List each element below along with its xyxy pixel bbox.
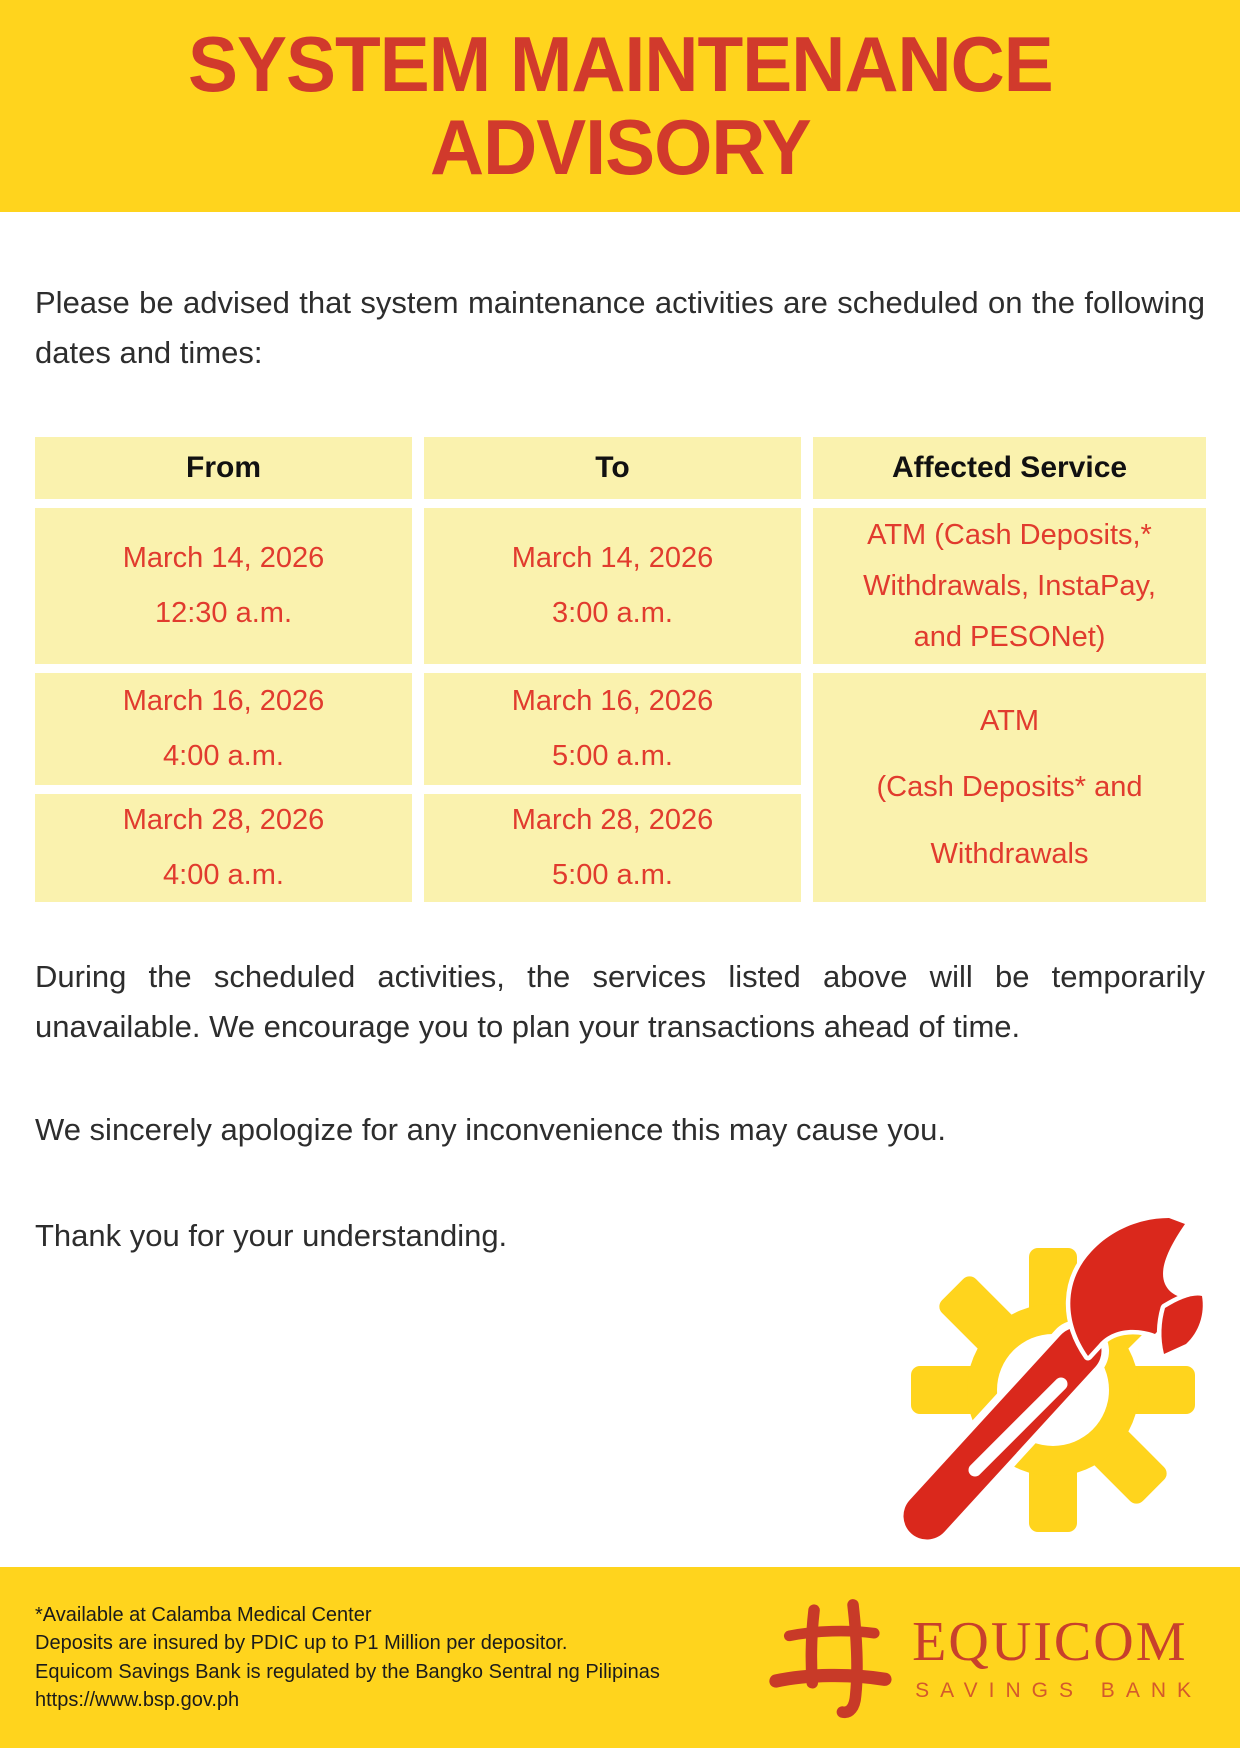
table-cell-from-row2	[35, 673, 412, 785]
table-cell-to-row2	[424, 673, 801, 785]
footer-note-bsp-url: https://www.bsp.gov.ph	[35, 1688, 240, 1711]
service-line: Withdrawals	[930, 838, 1089, 871]
table-cell-service-merged	[813, 673, 1206, 902]
table-cell-service-row1	[813, 508, 1206, 664]
to-time: 5:00 a.m.	[552, 740, 673, 773]
maintenance-schedule-table	[35, 437, 1206, 902]
from-date: March 28, 2026	[122, 804, 325, 837]
brand-name: EQUICOM	[912, 1611, 1188, 1673]
body-paragraph-3: Thank you for your understanding.	[35, 1217, 508, 1253]
service-line: ATM	[979, 704, 1040, 737]
footer-note-bsp: Equicom Savings Bank is regulated by the Bangko Sentral ng Pilipinas	[35, 1660, 660, 1683]
gear-wrench-icon	[895, 1208, 1225, 1540]
service-line: ATM (Cash Deposits,*	[867, 519, 1152, 552]
to-date: March 14, 2026	[511, 542, 714, 575]
equicom-logo	[768, 1592, 1202, 1724]
content	[0, 212, 1240, 1261]
footer-notes	[35, 1601, 660, 1715]
brand-tagline: SAVINGS BANK	[915, 1679, 1202, 1702]
intro-paragraph: Please be advised that system maintenance activities are scheduled on the following dates and times:	[35, 285, 1205, 370]
table-header-to: To	[424, 437, 801, 499]
equicom-well-glyph-icon	[768, 1592, 892, 1724]
service-line: (Cash Deposits* and	[876, 771, 1143, 804]
footer	[0, 1567, 1240, 1748]
from-time: 12:30 a.m.	[154, 597, 293, 630]
table-cell-from-row3	[35, 794, 412, 902]
from-date: March 14, 2026	[122, 542, 325, 575]
service-line: and PESONet)	[913, 620, 1106, 653]
equicom-logo-text	[912, 1611, 1202, 1702]
to-date: March 16, 2026	[511, 685, 714, 718]
table-header-from: From	[35, 437, 412, 499]
gear-wrench-art	[895, 1208, 1225, 1540]
table-header-affected-service: Affected Service	[813, 437, 1206, 499]
body-paragraph-1: During the scheduled activities, the services listed above will be temporarily unavailable. We encourage you to plan your transactions ahead of time.	[35, 959, 1205, 1044]
service-line: Withdrawals, InstaPay,	[863, 569, 1156, 602]
to-time: 3:00 a.m.	[552, 597, 673, 630]
footer-note-pdic: Deposits are insured by PDIC up to P1 Million per depositor.	[35, 1632, 568, 1655]
page-title	[187, 19, 1053, 191]
table-cell-to-row1	[424, 508, 801, 664]
footer-note-availability: *Available at Calamba Medical Center	[35, 1603, 372, 1626]
to-date: March 28, 2026	[511, 804, 714, 837]
table-cell-from-row1	[35, 508, 412, 664]
to-time: 5:00 a.m.	[552, 859, 673, 892]
from-time: 4:00 a.m.	[163, 859, 284, 892]
page-title-line2: ADVISORY	[429, 103, 811, 191]
from-date: March 16, 2026	[122, 685, 325, 718]
page-title-line1: SYSTEM MAINTENANCE	[187, 19, 1053, 108]
table-cell-to-row3	[424, 794, 801, 902]
from-time: 4:00 a.m.	[163, 740, 284, 773]
body-paragraph-2: We sincerely apologize for any inconvenience this may cause you.	[35, 1112, 946, 1148]
banner	[0, 0, 1240, 212]
